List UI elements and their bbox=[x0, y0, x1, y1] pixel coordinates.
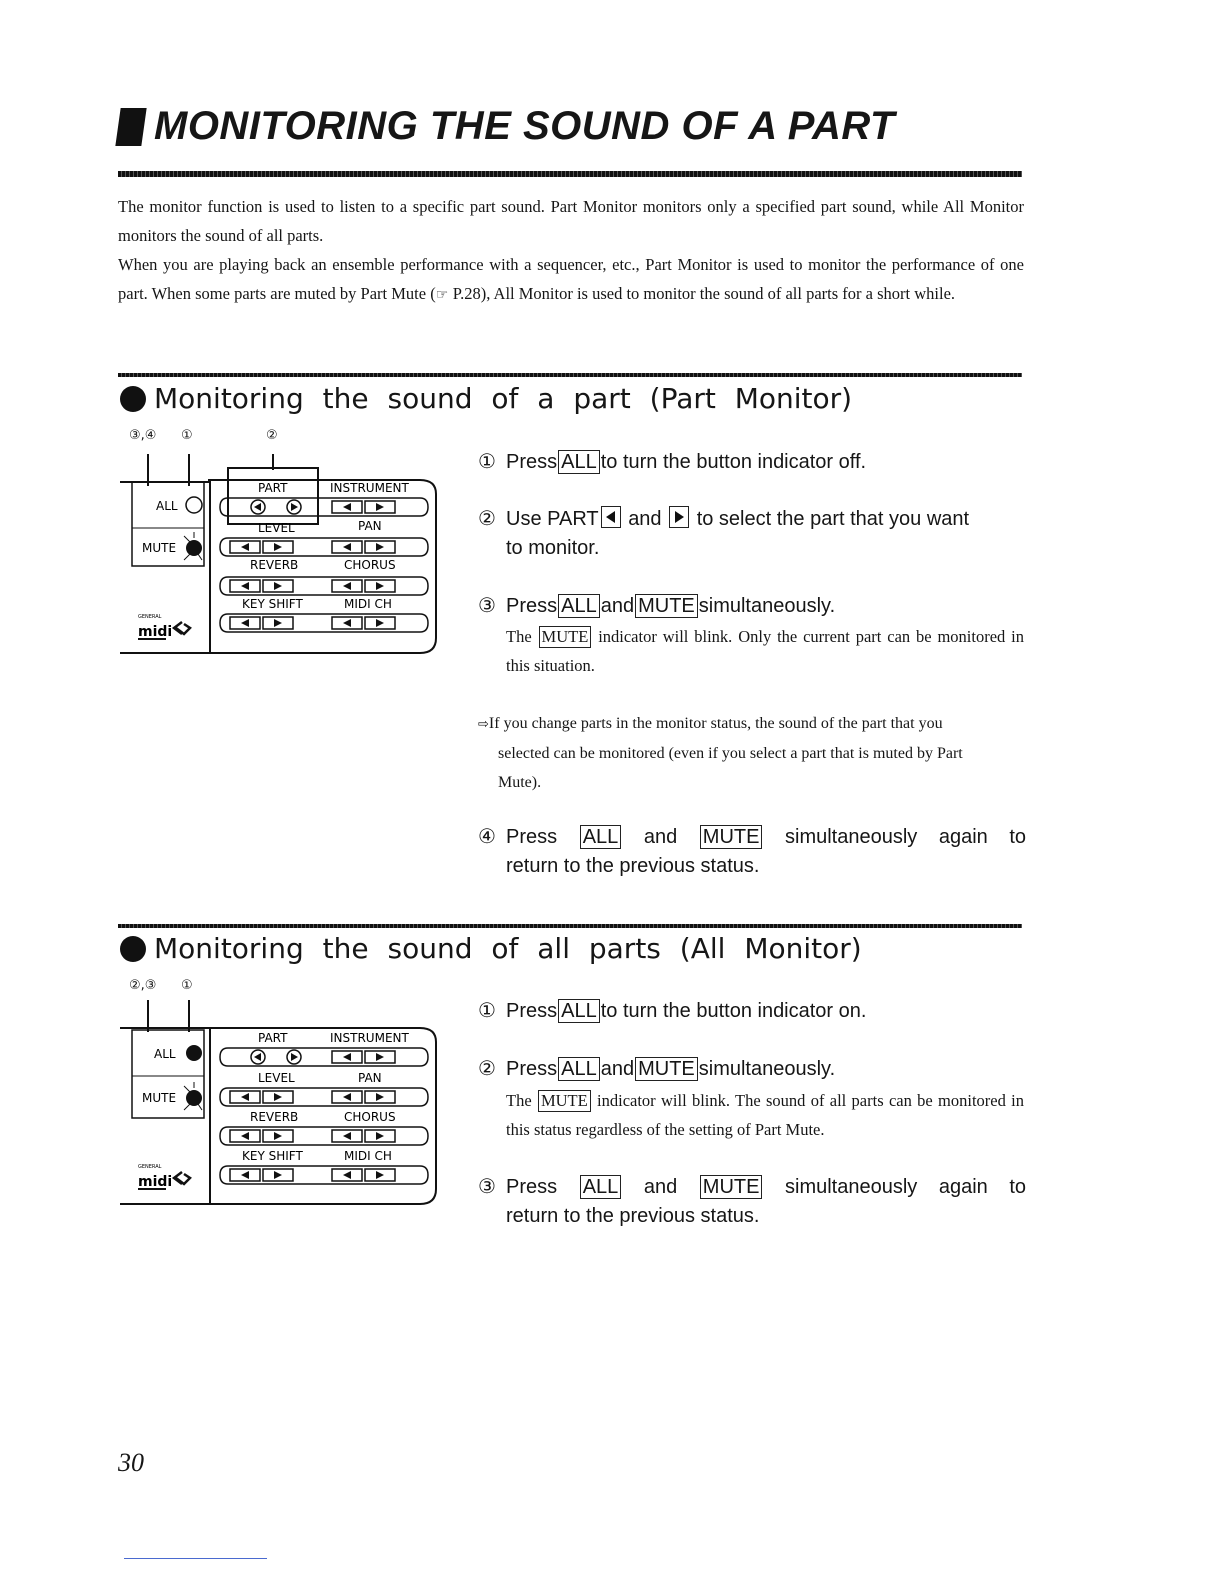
midi-ch-label: MIDI CH bbox=[344, 1149, 392, 1163]
all-key: ALL bbox=[580, 825, 622, 849]
reverb-label: REVERB bbox=[250, 1110, 299, 1124]
part-right-key-icon bbox=[669, 506, 689, 528]
all-key: ALL bbox=[558, 999, 600, 1023]
level-label: LEVEL bbox=[258, 521, 295, 535]
panel-diagram-2 bbox=[110, 996, 450, 1206]
section1-heading bbox=[120, 382, 852, 415]
section1-hint: ⇨If you change parts in the monitor status, the sound of the part that you selected can be monitored (even if you select a part that is muted by Part Mute). bbox=[478, 715, 963, 791]
instrument-label: INSTRUMENT bbox=[330, 481, 409, 495]
mute-indicator-on[interactable] bbox=[186, 1090, 202, 1106]
page-title bbox=[118, 104, 895, 149]
callout-step-1: ① bbox=[181, 428, 193, 443]
bullet-icon bbox=[120, 386, 146, 412]
mute-key: MUTE bbox=[635, 1057, 698, 1081]
section2-step-1: ① Press ALL to turn the button indicator on. bbox=[478, 1000, 867, 1022]
instrument-label: INSTRUMENT bbox=[330, 1031, 409, 1045]
section2-heading-text: Monitoring the sound of all parts (All Monitor) bbox=[154, 932, 862, 965]
chorus-label: CHORUS bbox=[344, 558, 396, 572]
mute-button-label: MUTE bbox=[142, 1091, 177, 1105]
intro-paragraph-2: When you are playing back an ensemble performance with a sequencer, etc., Part Monitor is used to monitor the performance of one part. When some parts are muted by Part Mute (☞ P.28), All Monitor is used to monitor the sound of all parts for a short while. bbox=[118, 255, 1024, 303]
reverb-label: REVERB bbox=[250, 558, 299, 572]
callout-steps-3-4: ③,④ bbox=[129, 428, 157, 443]
chorus-label: CHORUS bbox=[344, 1110, 396, 1124]
page-reference: P.28 bbox=[452, 284, 481, 303]
section1-step-1: ① Press ALL to turn the button indicator off. bbox=[478, 451, 867, 473]
intro-text bbox=[118, 192, 1024, 310]
all-key: ALL bbox=[558, 1057, 600, 1081]
mute-button-label: MUTE bbox=[142, 541, 177, 555]
gm-logo-small-text: GENERAL bbox=[138, 614, 162, 620]
section1-heading-text: Monitoring the sound of a part (Part Monitor) bbox=[154, 382, 853, 415]
gs-logo-icon bbox=[174, 622, 190, 634]
bullet-icon bbox=[120, 936, 146, 962]
mute-key: MUTE bbox=[539, 626, 592, 648]
all-key: ALL bbox=[580, 1175, 622, 1199]
title-block-icon bbox=[115, 108, 146, 146]
mute-key: MUTE bbox=[538, 1090, 591, 1112]
section1-step-2: ② Use PART and to select the part that you want to monitor. bbox=[478, 508, 970, 559]
section1-step-4: ④ Press ALL and MUTE simultaneously again to return to the previous status. bbox=[478, 826, 1027, 877]
pan-label: PAN bbox=[358, 1071, 382, 1085]
part-label: PART bbox=[258, 1031, 288, 1045]
callout-steps-2-3: ②,③ bbox=[129, 978, 157, 993]
gm-logo-text: midi bbox=[138, 624, 173, 640]
all-indicator-off[interactable] bbox=[186, 497, 202, 513]
midi-ch-label: MIDI CH bbox=[344, 597, 392, 611]
mute-indicator-on[interactable] bbox=[186, 540, 202, 556]
mute-key: MUTE bbox=[700, 1175, 763, 1199]
hint-arrow-icon: ⇨ bbox=[478, 717, 489, 732]
section1-step-3: ③ Press ALL and MUTE simultaneously. bbox=[478, 595, 836, 617]
section2-heading bbox=[120, 932, 862, 965]
section2-rule bbox=[118, 924, 1022, 928]
section2-step-2: ② Press ALL and MUTE simultaneously. bbox=[478, 1058, 836, 1080]
part-label: PART bbox=[258, 481, 288, 495]
section1-rule bbox=[118, 373, 1022, 377]
section2-note: The MUTE indicator will blink. The sound of all parts can be monitored in this status regardless of the setting of Part Mute. bbox=[506, 1091, 1024, 1139]
page-reference-icon: ☞ bbox=[435, 287, 453, 303]
callout-step-2: ② bbox=[266, 428, 278, 443]
all-button-label: ALL bbox=[154, 1047, 176, 1061]
all-indicator-on[interactable] bbox=[186, 1045, 202, 1061]
mute-key: MUTE bbox=[700, 825, 763, 849]
key-shift-label: KEY SHIFT bbox=[242, 1149, 303, 1163]
part-left-key-icon bbox=[601, 506, 621, 528]
intro-paragraph-1: The monitor function is used to listen to a specific part sound. Part Monitor monitors only a specified part sound, while All Monitor monitors the sound of all parts. bbox=[118, 197, 1024, 245]
all-button-label: ALL bbox=[156, 499, 178, 513]
all-key: ALL bbox=[558, 450, 600, 474]
all-key: ALL bbox=[558, 594, 600, 618]
page-title-text: MONITORING THE SOUND OF A PART bbox=[154, 104, 895, 148]
gm-logo-small-text: GENERAL bbox=[138, 1164, 162, 1170]
gm-logo-text: midi bbox=[138, 1174, 173, 1190]
panel-diagram-1 bbox=[110, 448, 450, 658]
mute-key: MUTE bbox=[635, 594, 698, 618]
section2-step-3: ③ Press ALL and MUTE simultaneously again to return to the previous status. bbox=[478, 1176, 1027, 1227]
gs-logo-icon bbox=[174, 1172, 190, 1184]
section1-note: The MUTE indicator will blink. Only the current part can be monitored in this situation. bbox=[506, 627, 1025, 675]
callout-step-1: ① bbox=[181, 978, 193, 993]
level-label: LEVEL bbox=[258, 1071, 295, 1085]
footer-line bbox=[124, 1558, 267, 1559]
pan-label: PAN bbox=[358, 519, 382, 533]
key-shift-label: KEY SHIFT bbox=[242, 597, 303, 611]
title-rule bbox=[118, 171, 1022, 177]
page-number: 30 bbox=[118, 1448, 144, 1477]
